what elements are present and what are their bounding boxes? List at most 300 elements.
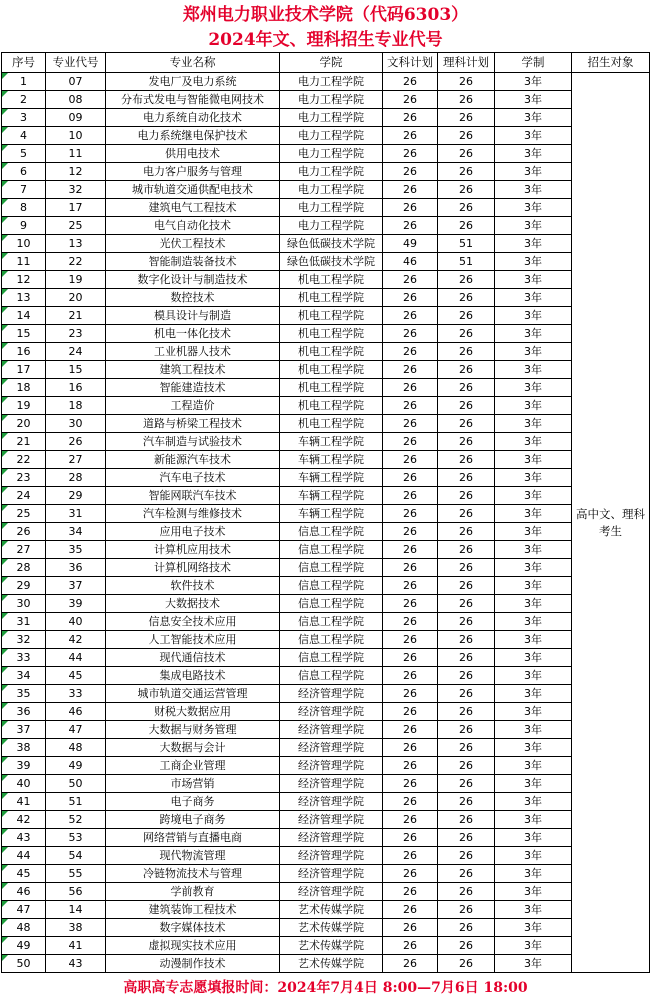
cell-arts-plan: 26 <box>383 613 438 631</box>
cell-arts-plan: 26 <box>383 415 438 433</box>
table-row <box>2 613 650 631</box>
cell-science-plan: 26 <box>438 415 495 433</box>
cell-college: 车辆工程学院 <box>280 487 383 505</box>
cell-duration: 3年 <box>495 649 572 667</box>
table-row <box>2 559 650 577</box>
cell-code: 09 <box>46 109 106 127</box>
cell-seq: 40 <box>2 775 46 793</box>
cell-code: 10 <box>46 127 106 145</box>
cell-arts-plan: 26 <box>383 793 438 811</box>
cell-science-plan: 26 <box>438 505 495 523</box>
cell-duration: 3年 <box>495 433 572 451</box>
cell-major: 智能建造技术 <box>106 379 280 397</box>
cell-science-plan: 51 <box>438 235 495 253</box>
cell-code: 17 <box>46 199 106 217</box>
cell-science-plan: 26 <box>438 865 495 883</box>
cell-arts-plan: 26 <box>383 127 438 145</box>
cell-college: 车辆工程学院 <box>280 433 383 451</box>
cell-college: 经济管理学院 <box>280 883 383 901</box>
cell-arts-plan: 26 <box>383 937 438 955</box>
cell-arts-plan: 26 <box>383 163 438 181</box>
cell-duration: 3年 <box>495 235 572 253</box>
cell-duration: 3年 <box>495 307 572 325</box>
cell-major: 光伏工程技术 <box>106 235 280 253</box>
cell-arts-plan: 26 <box>383 397 438 415</box>
cell-science-plan: 26 <box>438 145 495 163</box>
cell-major: 道路与桥梁工程技术 <box>106 415 280 433</box>
cell-code: 23 <box>46 325 106 343</box>
cell-science-plan: 26 <box>438 577 495 595</box>
cell-code: 42 <box>46 631 106 649</box>
cell-major: 数控技术 <box>106 289 280 307</box>
table-row <box>2 865 650 883</box>
col-header-seq: 序号 <box>2 53 46 73</box>
cell-college: 信息工程学院 <box>280 667 383 685</box>
cell-college: 信息工程学院 <box>280 631 383 649</box>
cell-science-plan: 26 <box>438 325 495 343</box>
cell-science-plan: 26 <box>438 559 495 577</box>
cell-arts-plan: 26 <box>383 739 438 757</box>
cell-college: 电力工程学院 <box>280 199 383 217</box>
cell-seq: 25 <box>2 505 46 523</box>
cell-college: 艺术传媒学院 <box>280 937 383 955</box>
cell-code: 08 <box>46 91 106 109</box>
cell-seq: 31 <box>2 613 46 631</box>
cell-code: 12 <box>46 163 106 181</box>
cell-science-plan: 26 <box>438 199 495 217</box>
cell-seq: 20 <box>2 415 46 433</box>
cell-duration: 3年 <box>495 181 572 199</box>
col-header-college: 学院 <box>280 53 383 73</box>
cell-arts-plan: 26 <box>383 757 438 775</box>
cell-seq: 8 <box>2 199 46 217</box>
cell-college: 艺术传媒学院 <box>280 955 383 973</box>
cell-code: 43 <box>46 955 106 973</box>
cell-seq: 28 <box>2 559 46 577</box>
cell-major: 建筑装饰工程技术 <box>106 901 280 919</box>
cell-arts-plan: 26 <box>383 631 438 649</box>
cell-college: 电力工程学院 <box>280 163 383 181</box>
cell-major: 电子商务 <box>106 793 280 811</box>
cell-arts-plan: 49 <box>383 235 438 253</box>
cell-college: 经济管理学院 <box>280 685 383 703</box>
cell-major: 市场营销 <box>106 775 280 793</box>
cell-code: 25 <box>46 217 106 235</box>
cell-arts-plan: 26 <box>383 451 438 469</box>
cell-duration: 3年 <box>495 703 572 721</box>
cell-seq: 41 <box>2 793 46 811</box>
table-row <box>2 667 650 685</box>
cell-code: 51 <box>46 793 106 811</box>
cell-major: 智能网联汽车技术 <box>106 487 280 505</box>
cell-science-plan: 26 <box>438 523 495 541</box>
cell-code: 32 <box>46 181 106 199</box>
cell-college: 经济管理学院 <box>280 793 383 811</box>
cell-seq: 27 <box>2 541 46 559</box>
cell-seq: 45 <box>2 865 46 883</box>
cell-arts-plan: 26 <box>383 577 438 595</box>
cell-science-plan: 26 <box>438 721 495 739</box>
cell-college: 绿色低碳技术学院 <box>280 235 383 253</box>
cell-arts-plan: 26 <box>383 649 438 667</box>
cell-science-plan: 26 <box>438 379 495 397</box>
cell-arts-plan: 26 <box>383 685 438 703</box>
cell-science-plan: 26 <box>438 361 495 379</box>
cell-seq: 19 <box>2 397 46 415</box>
cell-science-plan: 26 <box>438 667 495 685</box>
cell-arts-plan: 26 <box>383 145 438 163</box>
cell-code: 34 <box>46 523 106 541</box>
cell-seq: 4 <box>2 127 46 145</box>
cell-college: 机电工程学院 <box>280 271 383 289</box>
table-row <box>2 73 650 91</box>
cell-major: 软件技术 <box>106 577 280 595</box>
cell-seq: 49 <box>2 937 46 955</box>
cell-seq: 21 <box>2 433 46 451</box>
table-body <box>2 73 650 973</box>
cell-science-plan: 26 <box>438 793 495 811</box>
table-row <box>2 811 650 829</box>
cell-code: 20 <box>46 289 106 307</box>
table-row <box>2 271 650 289</box>
table-row <box>2 235 650 253</box>
cell-major: 新能源汽车技术 <box>106 451 280 469</box>
cell-duration: 3年 <box>495 253 572 271</box>
cell-science-plan: 26 <box>438 433 495 451</box>
cell-code: 52 <box>46 811 106 829</box>
cell-major: 供用电技术 <box>106 145 280 163</box>
cell-college: 信息工程学院 <box>280 577 383 595</box>
cell-major: 大数据与会计 <box>106 739 280 757</box>
cell-seq: 10 <box>2 235 46 253</box>
cell-arts-plan: 26 <box>383 829 438 847</box>
col-header-science-plan: 理科计划 <box>438 53 495 73</box>
cell-college: 电力工程学院 <box>280 181 383 199</box>
cell-duration: 3年 <box>495 91 572 109</box>
cell-college: 经济管理学院 <box>280 811 383 829</box>
cell-code: 49 <box>46 757 106 775</box>
cell-target <box>572 73 650 973</box>
cell-seq: 7 <box>2 181 46 199</box>
cell-duration: 3年 <box>495 469 572 487</box>
cell-college: 经济管理学院 <box>280 757 383 775</box>
cell-duration: 3年 <box>495 541 572 559</box>
cell-code: 56 <box>46 883 106 901</box>
cell-arts-plan: 26 <box>383 703 438 721</box>
cell-seq: 9 <box>2 217 46 235</box>
cell-major: 虚拟现实技术应用 <box>106 937 280 955</box>
cell-seq: 43 <box>2 829 46 847</box>
cell-duration: 3年 <box>495 379 572 397</box>
cell-major: 汽车制造与试验技术 <box>106 433 280 451</box>
cell-seq: 39 <box>2 757 46 775</box>
cell-science-plan: 26 <box>438 649 495 667</box>
cell-duration: 3年 <box>495 487 572 505</box>
cell-college: 机电工程学院 <box>280 397 383 415</box>
cell-arts-plan: 26 <box>383 199 438 217</box>
cell-college: 信息工程学院 <box>280 595 383 613</box>
cell-major: 财税大数据应用 <box>106 703 280 721</box>
cell-science-plan: 26 <box>438 937 495 955</box>
cell-science-plan: 26 <box>438 73 495 91</box>
table-row <box>2 721 650 739</box>
table-row <box>2 793 650 811</box>
cell-code: 30 <box>46 415 106 433</box>
col-header-major: 专业名称 <box>106 53 280 73</box>
table-row <box>2 289 650 307</box>
table-row <box>2 397 650 415</box>
application-period-notice: 高职高专志愿填报时间：2024年7月4日 8:00—7月6日 18:00 <box>123 980 528 996</box>
cell-major: 汽车电子技术 <box>106 469 280 487</box>
cell-seq: 29 <box>2 577 46 595</box>
table-row <box>2 523 650 541</box>
cell-college: 经济管理学院 <box>280 829 383 847</box>
cell-code: 50 <box>46 775 106 793</box>
cell-college: 机电工程学院 <box>280 289 383 307</box>
table-row <box>2 253 650 271</box>
cell-arts-plan: 26 <box>383 505 438 523</box>
cell-arts-plan: 26 <box>383 433 438 451</box>
cell-seq: 33 <box>2 649 46 667</box>
cell-science-plan: 26 <box>438 829 495 847</box>
cell-science-plan: 26 <box>438 289 495 307</box>
cell-arts-plan: 26 <box>383 955 438 973</box>
cell-college: 机电工程学院 <box>280 343 383 361</box>
cell-code: 46 <box>46 703 106 721</box>
cell-science-plan: 26 <box>438 469 495 487</box>
table-row <box>2 703 650 721</box>
cell-seq: 17 <box>2 361 46 379</box>
cell-seq: 2 <box>2 91 46 109</box>
cell-science-plan: 51 <box>438 253 495 271</box>
cell-college: 艺术传媒学院 <box>280 919 383 937</box>
cell-code: 26 <box>46 433 106 451</box>
cell-science-plan: 26 <box>438 631 495 649</box>
cell-college: 艺术传媒学院 <box>280 901 383 919</box>
cell-arts-plan: 26 <box>383 217 438 235</box>
cell-seq: 50 <box>2 955 46 973</box>
cell-science-plan: 26 <box>438 91 495 109</box>
cell-science-plan: 26 <box>438 541 495 559</box>
cell-arts-plan: 26 <box>383 559 438 577</box>
cell-duration: 3年 <box>495 361 572 379</box>
cell-arts-plan: 26 <box>383 667 438 685</box>
cell-duration: 3年 <box>495 883 572 901</box>
table-row <box>2 937 650 955</box>
cell-major: 城市轨道交通供配电技术 <box>106 181 280 199</box>
cell-arts-plan: 26 <box>383 361 438 379</box>
cell-science-plan: 26 <box>438 595 495 613</box>
cell-code: 16 <box>46 379 106 397</box>
cell-seq: 3 <box>2 109 46 127</box>
cell-code: 33 <box>46 685 106 703</box>
table-row <box>2 163 650 181</box>
cell-duration: 3年 <box>495 415 572 433</box>
page-title: 郑州电力职业技术学院（代码6303） <box>182 5 469 25</box>
table-row <box>2 91 650 109</box>
cell-arts-plan: 26 <box>383 721 438 739</box>
cell-seq: 46 <box>2 883 46 901</box>
table-row <box>2 343 650 361</box>
cell-science-plan: 26 <box>438 703 495 721</box>
table-row <box>2 469 650 487</box>
cell-arts-plan: 26 <box>383 325 438 343</box>
cell-seq: 24 <box>2 487 46 505</box>
table-row <box>2 325 650 343</box>
cell-duration: 3年 <box>495 271 572 289</box>
table-row <box>2 955 650 973</box>
cell-major: 建筑工程技术 <box>106 361 280 379</box>
cell-arts-plan: 26 <box>383 181 438 199</box>
cell-college: 经济管理学院 <box>280 847 383 865</box>
cell-arts-plan: 26 <box>383 91 438 109</box>
cell-seq: 48 <box>2 919 46 937</box>
cell-major: 大数据与财务管理 <box>106 721 280 739</box>
cell-duration: 3年 <box>495 325 572 343</box>
cell-major: 网络营销与直播电商 <box>106 829 280 847</box>
cell-arts-plan: 26 <box>383 901 438 919</box>
table-row <box>2 685 650 703</box>
cell-science-plan: 26 <box>438 883 495 901</box>
cell-code: 11 <box>46 145 106 163</box>
cell-seq: 14 <box>2 307 46 325</box>
cell-major: 电力系统自动化技术 <box>106 109 280 127</box>
cell-seq: 36 <box>2 703 46 721</box>
cell-duration: 3年 <box>495 919 572 937</box>
table-row <box>2 919 650 937</box>
cell-code: 22 <box>46 253 106 271</box>
cell-duration: 3年 <box>495 217 572 235</box>
cell-science-plan: 26 <box>438 811 495 829</box>
table-row <box>2 631 650 649</box>
cell-duration: 3年 <box>495 577 572 595</box>
table-row <box>2 181 650 199</box>
cell-science-plan: 26 <box>438 451 495 469</box>
cell-college: 车辆工程学院 <box>280 451 383 469</box>
cell-major: 建筑电气工程技术 <box>106 199 280 217</box>
cell-college: 机电工程学院 <box>280 325 383 343</box>
cell-major: 跨境电子商务 <box>106 811 280 829</box>
cell-duration: 3年 <box>495 901 572 919</box>
cell-seq: 18 <box>2 379 46 397</box>
cell-duration: 3年 <box>495 793 572 811</box>
table-row <box>2 847 650 865</box>
cell-seq: 32 <box>2 631 46 649</box>
cell-duration: 3年 <box>495 451 572 469</box>
cell-science-plan: 26 <box>438 739 495 757</box>
cell-arts-plan: 26 <box>383 289 438 307</box>
table-row <box>2 757 650 775</box>
col-header-code: 专业代号 <box>46 53 106 73</box>
cell-arts-plan: 26 <box>383 109 438 127</box>
cell-major: 学前教育 <box>106 883 280 901</box>
cell-arts-plan: 26 <box>383 919 438 937</box>
cell-seq: 6 <box>2 163 46 181</box>
cell-science-plan: 26 <box>438 109 495 127</box>
cell-code: 55 <box>46 865 106 883</box>
table-row <box>2 361 650 379</box>
cell-science-plan: 26 <box>438 217 495 235</box>
cell-arts-plan: 26 <box>383 343 438 361</box>
cell-duration: 3年 <box>495 829 572 847</box>
cell-seq: 26 <box>2 523 46 541</box>
cell-college: 电力工程学院 <box>280 217 383 235</box>
cell-code: 54 <box>46 847 106 865</box>
header-row <box>2 53 650 73</box>
cell-code: 07 <box>46 73 106 91</box>
cell-major: 工业机器人技术 <box>106 343 280 361</box>
cell-duration: 3年 <box>495 109 572 127</box>
cell-science-plan: 26 <box>438 775 495 793</box>
cell-college: 机电工程学院 <box>280 415 383 433</box>
cell-major: 电力系统继电保护技术 <box>106 127 280 145</box>
cell-seq: 30 <box>2 595 46 613</box>
cell-major: 智能制造装备技术 <box>106 253 280 271</box>
cell-science-plan: 26 <box>438 343 495 361</box>
cell-duration: 3年 <box>495 847 572 865</box>
cell-code: 15 <box>46 361 106 379</box>
cell-arts-plan: 26 <box>383 811 438 829</box>
cell-science-plan: 26 <box>438 127 495 145</box>
cell-college: 经济管理学院 <box>280 703 383 721</box>
cell-major: 模具设计与制造 <box>106 307 280 325</box>
cell-duration: 3年 <box>495 505 572 523</box>
table-row <box>2 199 650 217</box>
cell-college: 信息工程学院 <box>280 523 383 541</box>
cell-major: 现代物流管理 <box>106 847 280 865</box>
cell-duration: 3年 <box>495 127 572 145</box>
cell-major: 大数据技术 <box>106 595 280 613</box>
cell-seq: 44 <box>2 847 46 865</box>
cell-arts-plan: 26 <box>383 523 438 541</box>
cell-code: 24 <box>46 343 106 361</box>
table-row <box>2 649 650 667</box>
cell-code: 27 <box>46 451 106 469</box>
cell-arts-plan: 26 <box>383 271 438 289</box>
cell-duration: 3年 <box>495 613 572 631</box>
table-row <box>2 829 650 847</box>
cell-major: 电力客户服务与管理 <box>106 163 280 181</box>
cell-major: 集成电路技术 <box>106 667 280 685</box>
cell-code: 44 <box>46 649 106 667</box>
cell-major: 发电厂及电力系统 <box>106 73 280 91</box>
cell-seq: 12 <box>2 271 46 289</box>
table-row <box>2 433 650 451</box>
cell-science-plan: 26 <box>438 757 495 775</box>
cell-college: 经济管理学院 <box>280 721 383 739</box>
cell-major: 应用电子技术 <box>106 523 280 541</box>
table-row <box>2 415 650 433</box>
cell-major: 计算机网络技术 <box>106 559 280 577</box>
cell-college: 车辆工程学院 <box>280 505 383 523</box>
cell-seq: 22 <box>2 451 46 469</box>
cell-code: 19 <box>46 271 106 289</box>
cell-duration: 3年 <box>495 595 572 613</box>
cell-college: 信息工程学院 <box>280 541 383 559</box>
target-line-1: 高中文、理科 <box>576 506 645 521</box>
cell-science-plan: 26 <box>438 955 495 973</box>
cell-code: 13 <box>46 235 106 253</box>
cell-major: 人工智能技术应用 <box>106 631 280 649</box>
cell-college: 电力工程学院 <box>280 73 383 91</box>
table-row <box>2 901 650 919</box>
cell-major: 电气自动化技术 <box>106 217 280 235</box>
table-row <box>2 145 650 163</box>
cell-duration: 3年 <box>495 145 572 163</box>
table-row <box>2 505 650 523</box>
cell-duration: 3年 <box>495 343 572 361</box>
cell-code: 38 <box>46 919 106 937</box>
